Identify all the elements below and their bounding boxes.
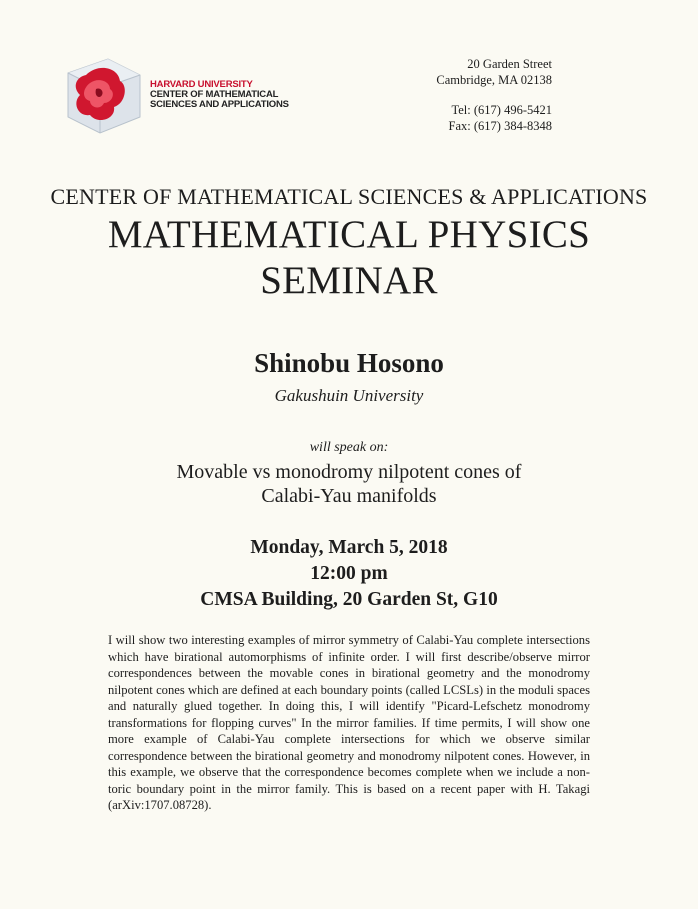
event-date: Monday, March 5, 2018 [250,537,448,558]
abstract-text: I will show two interesting examples of mirror symmetry of Calabi-Yau complete intersections which have birational automorphisms of infinite order. I will first describe/observe mirror correspondences between the movable cones in birational geometry and the monodromy nilpotent cones which are defined at each boundary points (called LCSLs) in the moduli spaces and naturally glued together. In doing this, I will identify "Picard-Lefschetz monodromy transformations for flopping curves" In the mirror families. If time permits, I will show one more example of Calabi-Yau complete intersections for which we observe similar correspondence between the birational geometry and monodromy nilpotent cones. However, in this example, we observe that the correspondence becomes complete when we include a non-toric boundary point in the mirror family. This is based on a recent paper with H. Takagi (arXiv:1707.08728). [108,633,590,812]
talk-title-line2: Calabi-Yau manifolds [261,485,437,507]
talk-title-line1: Movable vs monodromy nilpotent cones of [176,461,522,483]
logo-text [150,80,289,110]
logo-line-1: HARVARD UNIVERSITY [150,79,253,90]
talk-title [0,460,698,508]
address-city: Cambridge, MA 02138 [436,73,552,87]
speaker-name: Shinobu Hosono [254,348,444,378]
seminar-title-line1: MATHEMATICAL PHYSICS [107,213,591,256]
address-block [436,56,552,134]
logo-line-2: CENTER OF MATHEMATICAL [150,89,279,100]
event-details [0,535,698,613]
speaker-affiliation: Gakushuin University [274,386,424,405]
address-fax: Fax: (617) 384-8348 [448,119,552,133]
event-time: 12:00 pm [310,563,388,584]
address-street: 20 Garden Street [467,57,552,71]
event-location: CMSA Building, 20 Garden St, G10 [200,589,498,610]
address-tel: Tel: (617) 496-5421 [451,103,552,117]
seminar-title [0,212,698,304]
will-speak-on: will speak on: [309,440,389,455]
seminar-title-line2: SEMINAR [260,259,438,302]
center-name: CENTER OF MATHEMATICAL SCIENCES & APPLICATIONS [50,184,648,209]
logo-line-3: SCIENCES AND APPLICATIONS [150,99,289,110]
harvard-cmsa-cube-logo-icon [58,55,144,137]
